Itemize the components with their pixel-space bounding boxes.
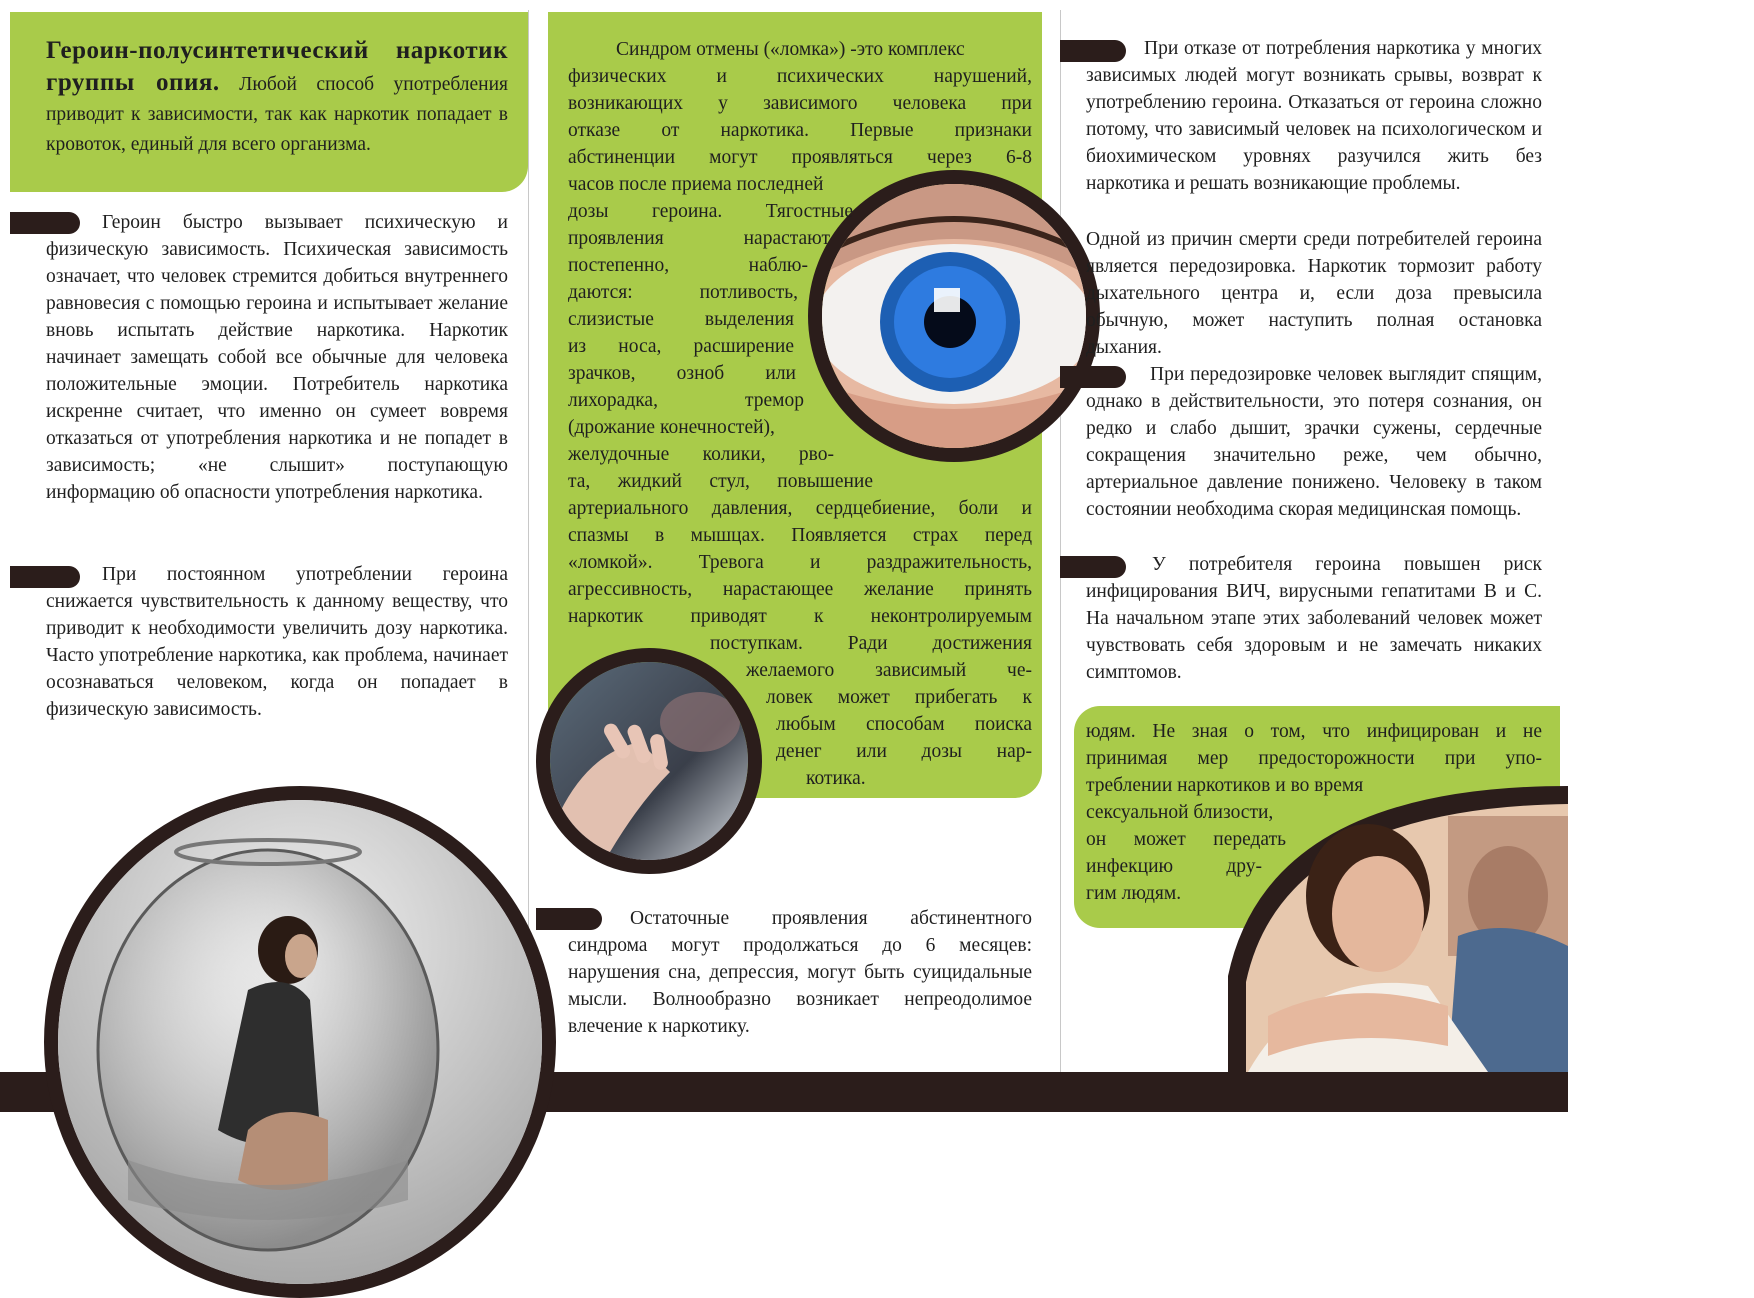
hand-image [536, 648, 762, 874]
p2-line-14: (дрожание конечностей), [568, 417, 775, 438]
p2-line-3: отказе от наркотика. Первые признаки [568, 120, 1032, 141]
woman-in-jar-illustration [58, 800, 542, 1284]
p3-line-1: принимая мер предосторожности при упо- [1086, 748, 1542, 769]
p2-line-13: лихорадка, тремор [568, 390, 804, 411]
panel3-green-text [1086, 718, 1542, 907]
panel3-para1b: Одной из причин смерти среди потребителей героина является передозировка. Наркотик тормозит работу дыхательного центра и, если доза превысила обычную, может наступить полная остановка дыхания. [1086, 229, 1542, 358]
panel1-intro [46, 36, 508, 160]
p3-line-5: инфекцию дру- [1086, 856, 1262, 877]
p2-line-5: часов после приема последней [568, 174, 824, 195]
p2-line-6: дозы героина. Тягостные [568, 201, 853, 222]
p2-line-20: агрессивность, нарастающее желание принять [568, 579, 1032, 600]
p2-line-0: Синдром отмены («ломка») -это комплекс [616, 39, 965, 60]
p2-line-12: зрачков, озноб или [568, 363, 796, 384]
p2-line-19: «ломкой». Тревога и раздражительность, [568, 552, 1032, 573]
p2-line-18: спазмы в мышцах. Появляется страх перед [568, 525, 1032, 546]
p2-line-21: наркотик приводят к неконтролируемым [568, 606, 1032, 627]
p2-line-27: котика. [806, 768, 866, 789]
p3-line-4: он может передать [1086, 829, 1286, 850]
p2-line-7: проявления нарастают [568, 228, 830, 249]
p3-line-6: гим людям. [1086, 883, 1182, 904]
panel3-para1: При отказе от потребления наркотика у многих зависимых людей могут возникать срывы, возврат к употреблению героина. Отказаться от героина сложно потому, что зависимый человек на психологическом и биохимическом уровнях разучился жить без наркотика и решать возникающие проблемы. [1086, 38, 1542, 194]
panel3-para2: При передозировке человек выглядит спящим, однако в действительности, это потеря сознания, он редко и слабо дышит, зрачки сужены, сердечные сокращения значительно реже, чем обычно, артериальное давление понижено. Человеку в таком состоянии необходима скорая медицинская помощь. [1086, 364, 1542, 520]
p2-line-26: денег или дозы нар- [776, 741, 1032, 762]
panel1-intro-text: Любой способ употребления приводит к зависимости, так как наркотик попадает в кровоток, единый для всего организма. [46, 74, 509, 155]
panel2-bottom-para: Остаточные проявления абстинентного синдрома могут продолжаться до 6 месяцев: нарушения сна, депрессия, могут быть суицидальные мысли. Волнообразно возникает непреодолимое влечение к наркотику. [568, 908, 1032, 1037]
p3-line-2: треблении наркотиков и во время [1086, 775, 1364, 796]
panel1-para1: Героин быстро вызывает психическую и физическую зависимость. Психическая зависимость означает, что человек стремится добиться внутреннего равновесия с помощью героина и испытывает желание вновь испытать действие наркотика. Наркотик начинает замещать собой все обычные для человека положительные эмоции. Потребитель наркотика искренне считает, что именно он сумеет вовремя отказаться от употребления наркотика и не попадет в зависимость; «не слышит» поступающую информацию об опасности употребления наркотика. [46, 212, 508, 503]
hand-illustration [550, 662, 748, 860]
p2-line-11: из носа, расширение [568, 336, 794, 357]
fold-line-1 [528, 10, 529, 1085]
p2-line-4: абстиненции могут проявляться через 6-8 [568, 147, 1032, 168]
p2-line-22: поступкам. Ради достижения [710, 633, 1032, 654]
p2-line-16: та, жидкий стул, повышение [568, 471, 873, 492]
p2-line-2: возникающих у зависимого человека при [568, 93, 1032, 114]
p3-line-0: юдям. Не зная о том, что инфицирован и не [1086, 721, 1542, 742]
panel1-title: Героин-полусинтетический наркотик группы опия. [46, 37, 508, 96]
panel3-para3: У потребителя героина повышен риск инфицирования ВИЧ, вирусными гепатитами В и С. На начальном этапе этих заболеваний человек может чувствовать себя здоровым и не замечать никаких симптомов. [1086, 554, 1542, 683]
p3-line-3: сексуальной близости, [1086, 802, 1274, 823]
woman-in-jar-image [44, 786, 556, 1298]
p2-line-8: постепенно, наблю- [568, 255, 808, 276]
panel1-para2: При постоянном употреблении героина снижается чувствительность к данному веществу, что приводит к необходимости увеличить дозу наркотика. Часто употребление наркотика, как проблема, начинает осознаваться человеком, когда он попадает в физическую зависимость. [46, 564, 508, 720]
p2-line-9: даются: потливость, [568, 282, 798, 303]
fold-line-2 [1060, 10, 1061, 1085]
p2-line-17: артериального давления, сердцебиение, боли и [568, 498, 1032, 519]
p2-line-10: слизистые выделения [568, 309, 794, 330]
p2-line-15: желудочные колики, рво- [568, 444, 834, 465]
p2-line-25: любым способам поиска [776, 714, 1032, 735]
p2-line-24: ловек может прибегать к [766, 687, 1032, 708]
p2-line-23: желаемого зависимый че- [746, 660, 1032, 681]
p2-line-1: физических и психических нарушений, [568, 66, 1032, 87]
